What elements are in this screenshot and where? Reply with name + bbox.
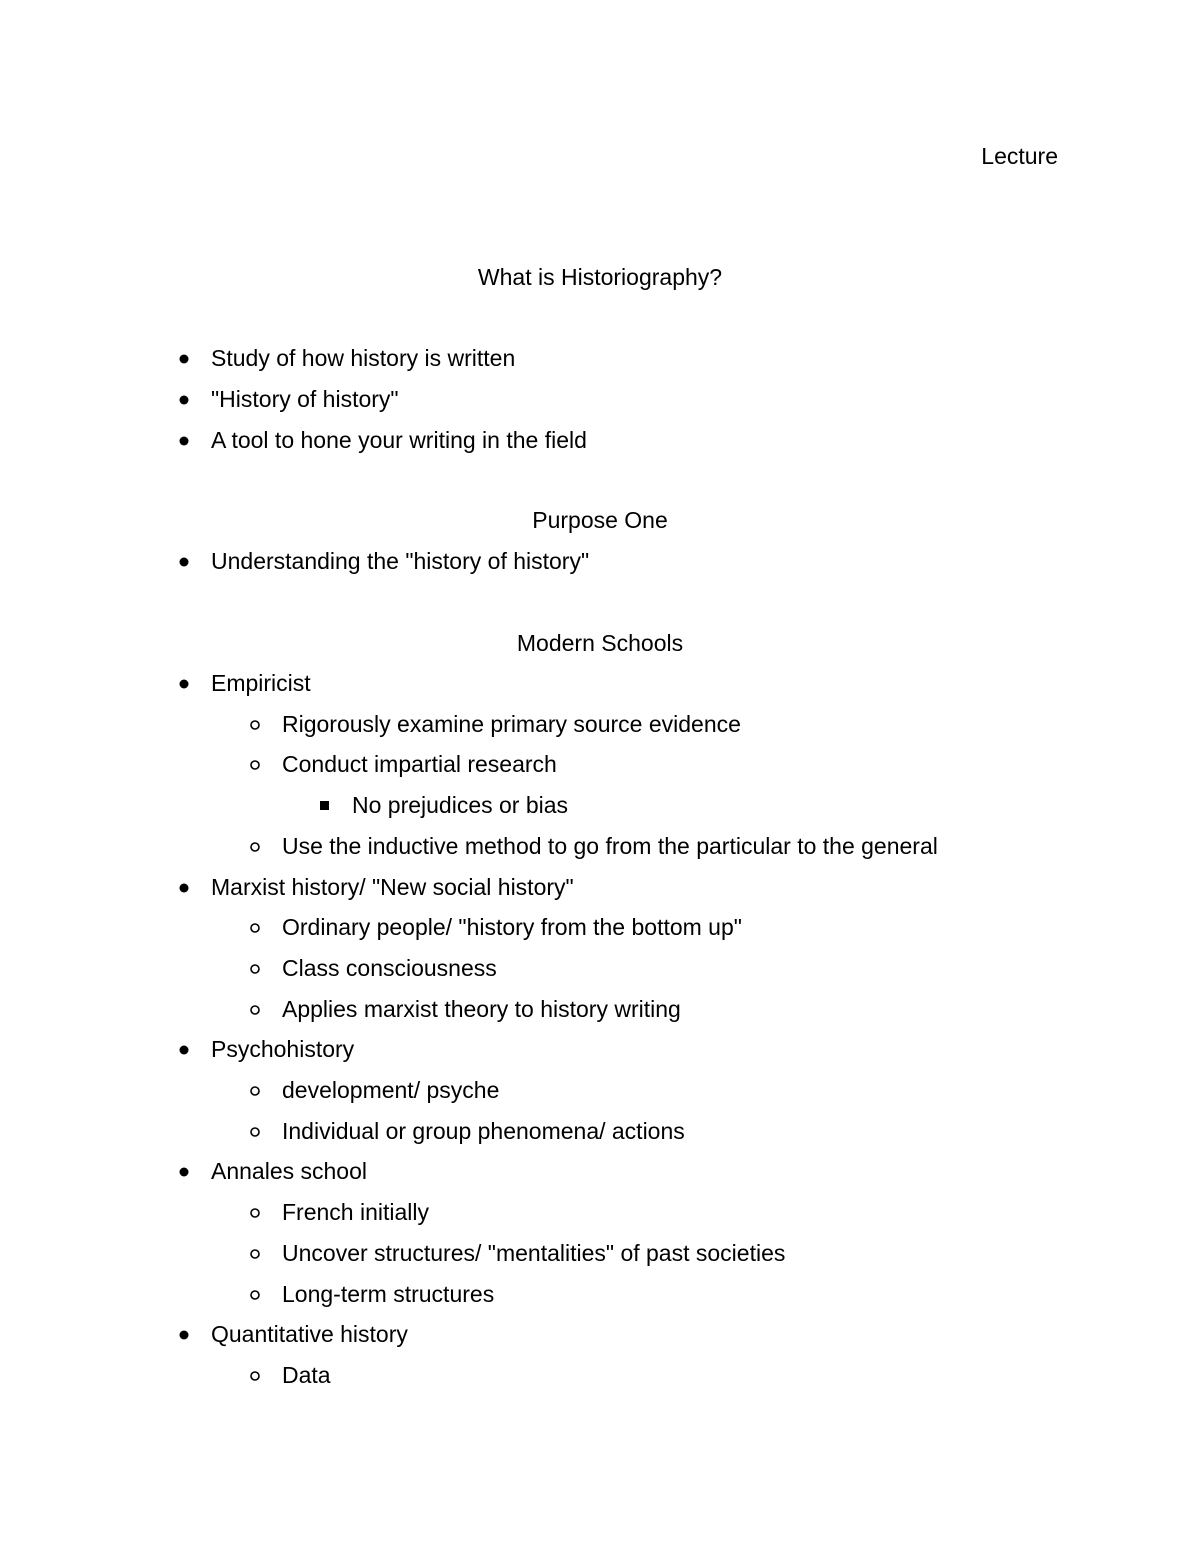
list-item-text: Annales school [211,1158,367,1184]
bullet-circle-icon [245,1117,265,1145]
list-item-text: development/ psyche [282,1077,500,1103]
list-item-text: "History of history" [211,386,399,412]
list-item [0,1280,1200,1308]
list-item-text: Study of how history is written [211,345,516,371]
list-item [0,385,1200,413]
list-item [0,995,1200,1023]
list-item-text: Individual or group phenomena/ actions [282,1118,685,1144]
bullet-disc-icon [175,547,195,575]
bullet-circle-icon [245,954,265,982]
list-item [0,1035,1200,1063]
list-item-text: Applies marxist theory to history writing [282,996,681,1022]
list-item-text: Ordinary people/ "history from the bottom up" [282,914,742,940]
bullet-circle-icon [245,750,265,778]
bullet-circle-icon [245,1239,265,1267]
list-item [0,954,1200,982]
bullet-circle-icon [245,995,265,1023]
section-heading: Purpose One [532,507,668,533]
list-item [0,1198,1200,1226]
bullet-circle-icon [245,1361,265,1389]
bullet-disc-icon [175,1157,195,1185]
list-item [0,669,1200,697]
bullet-disc-icon [175,1320,195,1348]
bullet-disc-icon [175,385,195,413]
list-item [0,1320,1200,1348]
bullet-circle-icon [245,1198,265,1226]
list-item-text: Psychohistory [211,1036,355,1062]
list-item [0,750,1200,778]
bullet-square-icon [315,791,335,819]
list-item-text: French initially [282,1199,429,1225]
section-heading: What is Historiography? [477,264,723,290]
list-item [0,1157,1200,1185]
bullet-disc-icon [175,344,195,372]
list-item-text: Class consciousness [282,955,497,981]
list-item-text: Uncover structures/ "mentalities" of past societies [282,1240,786,1266]
list-item-text: Data [282,1362,331,1388]
bullet-circle-icon [245,832,265,860]
list-item [0,873,1200,901]
list-item [0,1076,1200,1104]
list-item [0,1239,1200,1267]
list-item [0,710,1200,738]
list-item [0,547,1200,575]
bullet-circle-icon [245,710,265,738]
bullet-circle-icon [245,1076,265,1104]
bullet-circle-icon [245,1280,265,1308]
bullet-disc-icon [175,426,195,454]
bullet-circle-icon [245,913,265,941]
list-item-text: Empiricist [211,670,311,696]
section-heading: Modern Schools [516,630,684,656]
list-item-text: A tool to hone your writing in the field [211,427,587,453]
bullet-disc-icon [175,669,195,697]
list-item-text: Understanding the "history of history" [211,548,590,574]
list-item [0,1361,1200,1389]
list-item-text: Long-term structures [282,1281,495,1307]
bullet-disc-icon [175,1035,195,1063]
list-item [0,832,1200,860]
list-item-text: Conduct impartial research [282,751,557,777]
header-label: Lecture [981,143,1058,169]
list-item [0,1117,1200,1145]
list-item [0,426,1200,454]
list-item-text: Rigorously examine primary source evidence [282,711,741,737]
list-item [0,791,1200,819]
list-item-text: Quantitative history [211,1321,408,1347]
list-item [0,913,1200,941]
bullet-disc-icon [175,873,195,901]
list-item-text: Use the inductive method to go from the particular to the general [282,833,938,859]
list-item-text: Marxist history/ "New social history" [211,874,574,900]
list-item [0,344,1200,372]
list-item-text: No prejudices or bias [352,792,569,818]
